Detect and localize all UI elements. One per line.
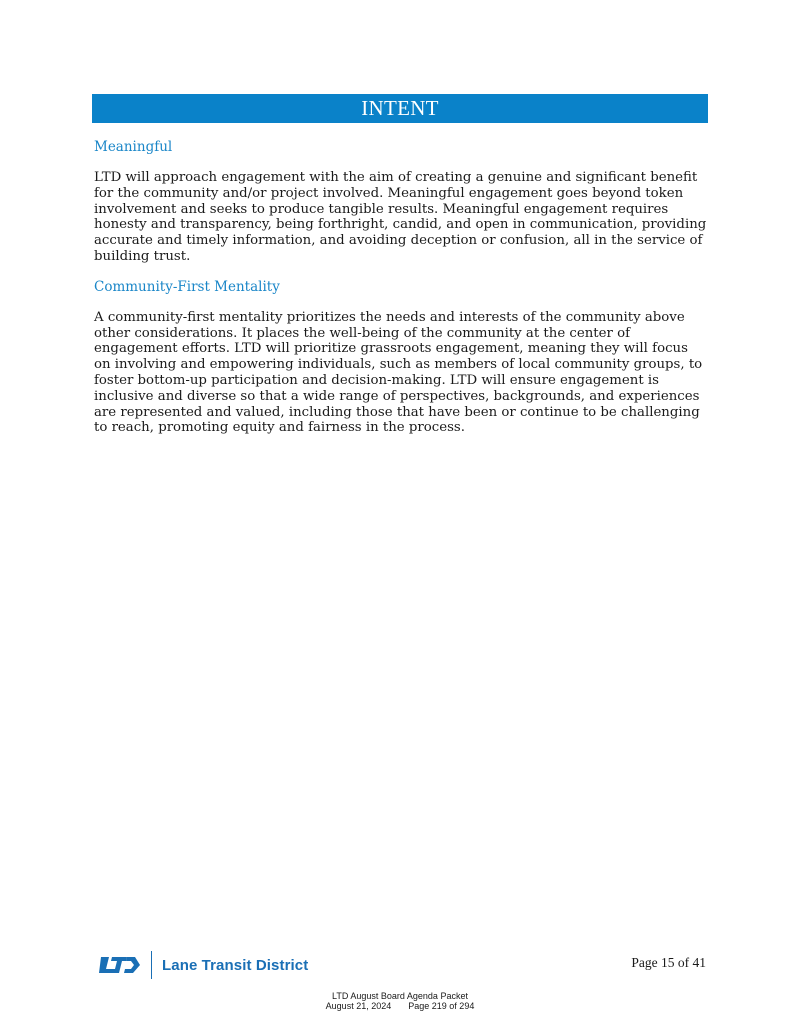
section-heading: Meaningful — [94, 139, 173, 155]
section-paragraph: A community-first mentality prioritizes the needs and interests of the community above other considerations. It places the well-being of the community at the center of engagement efforts. LTD will prioritize grassroots engagement, meaning they will focus on involving and empowering individuals, such as members of local community groups, to foster bottom-up participation and decision-making. LTD will ensure engagement is inclusive and diverse so that a wide range of perspectives, backgrounds, and experiences are represented and valued, including those that have been or continue to be challenging to reach, promoting equity and fairness in the process. — [94, 309, 703, 436]
packet-date: August 21, 2024 — [325, 1001, 392, 1011]
ltd-logo-icon — [97, 955, 141, 975]
document-body — [94, 138, 708, 449]
section-banner: INTENT — [92, 94, 708, 123]
packet-footer — [0, 991, 800, 1011]
section-paragraph: LTD will approach engagement with the aim of creating a genuine and significant benefit for the community and/or project involved. Meaningful engagement goes beyond token involvement and seeks to produce tangible results. Meaningful engagement requires honesty and transparency, being forthright, candid, and open in communication, providing accurate and timely information, and avoiding deception or confusion, all in the service of building trust. — [94, 170, 707, 264]
ltd-logo — [97, 950, 308, 980]
section-community-first — [94, 278, 708, 436]
page-number: Page 15 of 41 — [631, 955, 706, 970]
packet-page: Page 219 of 294 — [408, 1001, 475, 1011]
packet-title: LTD August Board Agenda Packet — [332, 991, 468, 1001]
logo-divider — [151, 951, 152, 979]
section-meaningful — [94, 138, 708, 265]
section-heading: Community-First Mentality — [94, 278, 280, 295]
org-name: Lane Transit District — [162, 956, 309, 974]
